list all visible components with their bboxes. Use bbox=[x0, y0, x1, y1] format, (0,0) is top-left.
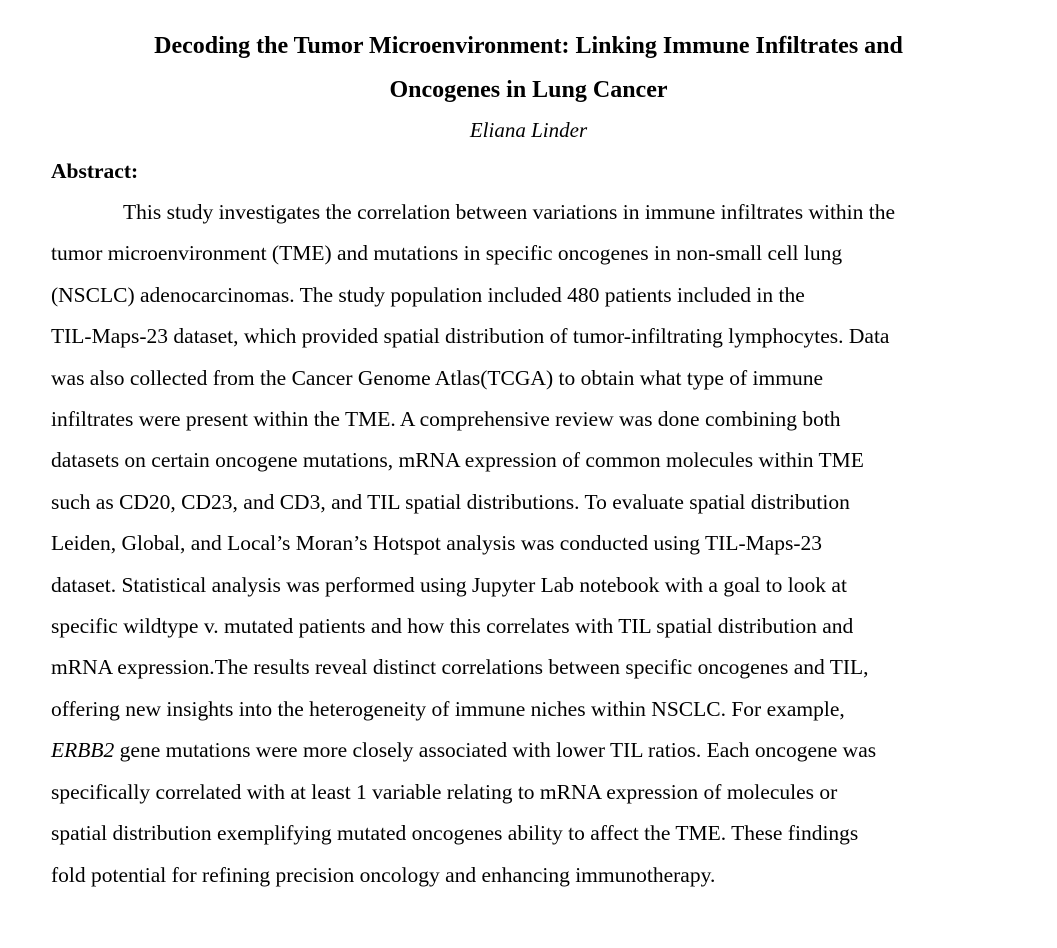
gene-line-text: gene mutations were more closely associated with lower TIL ratios. Each oncogene was bbox=[114, 738, 877, 763]
abstract-line: This study investigates the correlation between variations in immune infiltrates within the bbox=[123, 200, 896, 224]
abstract-line: specifically correlated with at least 1 variable relating to mRNA expression of molecules or bbox=[51, 779, 838, 804]
author-name: Eliana Linder bbox=[469, 118, 588, 142]
abstract-line: was also collected from the Cancer Genome Atlas(TCGA) to obtain what type of immune bbox=[51, 365, 823, 390]
gene-name-erbb2: ERBB2 bbox=[51, 738, 115, 763]
abstract-line: mRNA expression.The results reveal distinct correlations between specific oncogenes and TIL, bbox=[51, 655, 869, 680]
abstract-line: Leiden, Global, and Local’s Moran’s Hotspot analysis was conducted using TIL-Maps-23 bbox=[51, 531, 823, 556]
abstract-heading: Abstract: bbox=[51, 159, 139, 183]
title-line-1: Decoding the Tumor Microenvironment: Linking Immune Infiltrates and bbox=[154, 33, 903, 59]
abstract-line: spatial distribution exemplifying mutated oncogenes ability to affect the TME. These findings bbox=[51, 821, 859, 846]
abstract-line: specific wildtype v. mutated patients and how this correlates with TIL spatial distribution and bbox=[51, 614, 854, 639]
title-line-2: Oncogenes in Lung Cancer bbox=[389, 77, 668, 103]
abstract-line: offering new insights into the heterogeneity of immune niches within NSCLC. For example, bbox=[51, 696, 845, 721]
abstract-line: such as CD20, CD23, and CD3, and TIL spatial distributions. To evaluate spatial distribution bbox=[51, 489, 850, 514]
abstract-line-gene bbox=[51, 730, 1006, 771]
paper-title bbox=[51, 24, 1006, 112]
abstract-line: datasets on certain oncogene mutations, mRNA expression of common molecules within TME bbox=[51, 448, 864, 473]
abstract-line: infiltrates were present within the TME. A comprehensive review was done combining both bbox=[51, 407, 841, 432]
abstract-line: fold potential for refining precision oncology and enhancing immunotherapy. bbox=[51, 862, 716, 887]
abstract-line: (NSCLC) adenocarcinomas. The study population included 480 patients included in the bbox=[51, 282, 805, 307]
abstract-line: tumor microenvironment (TME) and mutations in specific oncogenes in non-small cell lung bbox=[51, 241, 843, 266]
abstract-line: dataset. Statistical analysis was performed using Jupyter Lab notebook with a goal to look at bbox=[51, 572, 847, 597]
abstract-line: TIL-Maps-23 dataset, which provided spatial distribution of tumor-infiltrating lymphocytes. Data bbox=[51, 324, 890, 349]
abstract-body bbox=[51, 192, 1006, 896]
